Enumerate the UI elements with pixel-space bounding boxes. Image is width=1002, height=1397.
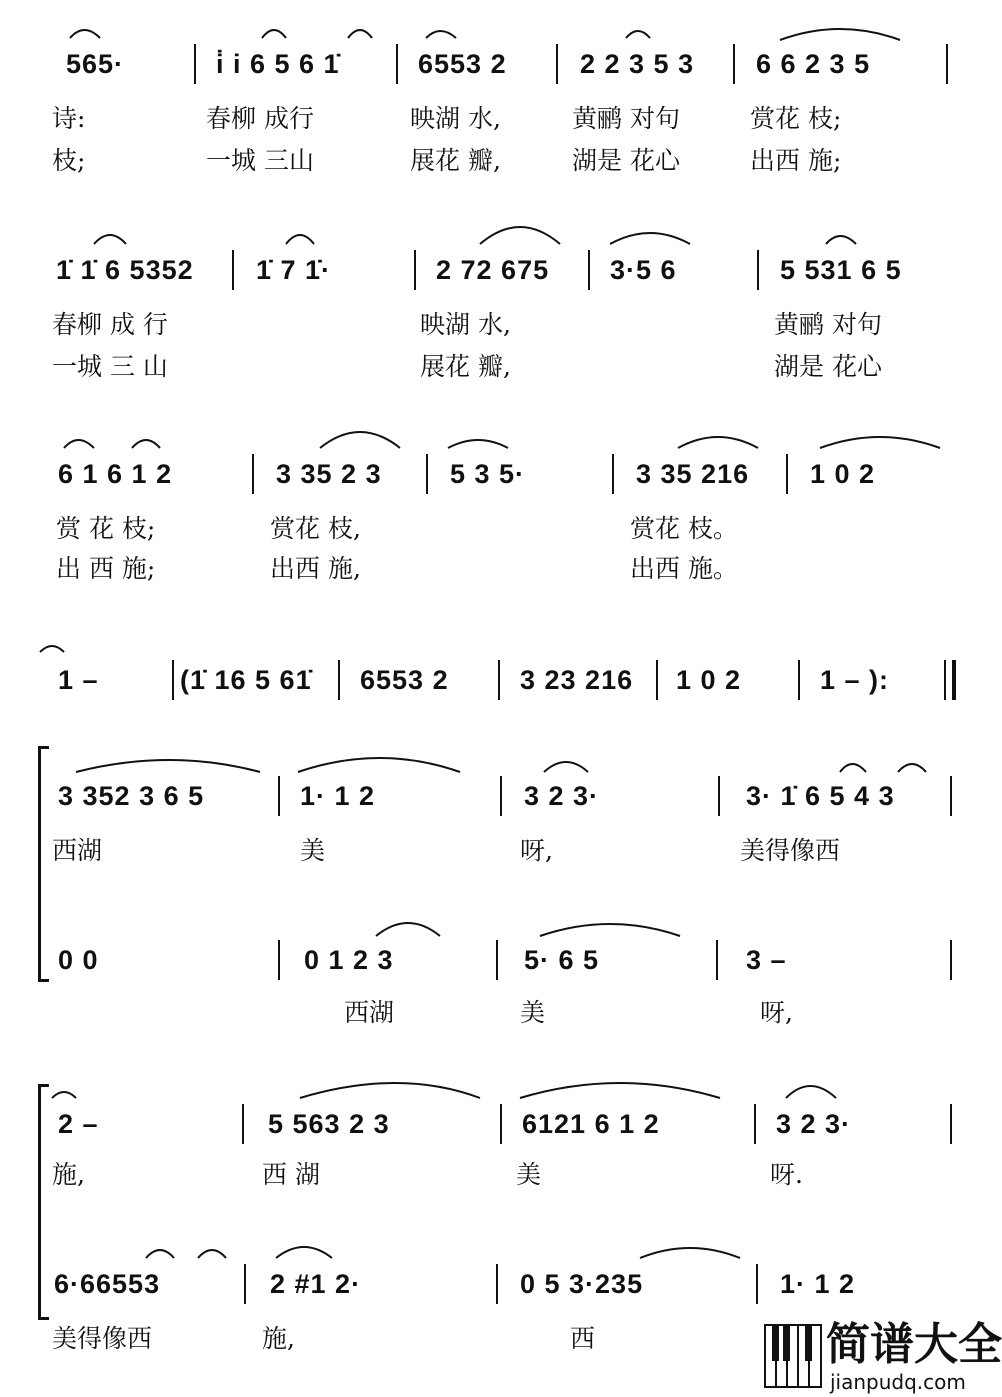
lyric: 映湖 水,: [410, 104, 501, 133]
system-2-notes: [0, 250, 980, 290]
lyric: 美: [520, 998, 546, 1027]
system-5-lower-notes: [0, 940, 980, 980]
lyric: 出 西 施;: [56, 554, 156, 583]
measure: 3 23 216: [520, 665, 634, 695]
system-5-upper-notes: [0, 776, 980, 816]
lyric: 赏花 枝。: [630, 514, 738, 543]
lyric: 施,: [52, 1160, 85, 1189]
barline: [496, 940, 498, 980]
lyric: 一城 三山: [206, 146, 314, 175]
measure: i̇ i 6 5 6 1̇: [216, 49, 340, 79]
measure: 3·5 6: [610, 255, 677, 285]
measure: 2 #1 2·: [270, 1269, 362, 1299]
barline: [612, 454, 614, 494]
system-6-upper-notes: [0, 1104, 980, 1144]
lyric: 映湖 水,: [420, 310, 511, 339]
system-1-lyrics-verse-1: [0, 102, 980, 136]
measure: 6121 6 1 2: [522, 1109, 660, 1139]
lyric: 赏 花 枝;: [56, 514, 156, 543]
measure: 6 6 2 3 5: [756, 49, 871, 79]
lyric: 西 湖: [262, 1160, 320, 1189]
lyric: 出西 施,: [270, 554, 361, 583]
barline: [733, 44, 735, 84]
lyric: 美得像西: [740, 836, 841, 865]
measure: 1 0 2: [676, 665, 742, 695]
barline: [252, 454, 254, 494]
lyric: 美: [516, 1160, 542, 1189]
measure: 3 35 216: [636, 459, 750, 489]
measure: 3· 1̇ 6 5 4 3: [746, 781, 895, 811]
lyric: 出西 施。: [630, 554, 738, 583]
measure: 1 0 2: [810, 459, 876, 489]
lyric: 赏花 枝;: [750, 104, 842, 133]
barline: [950, 776, 952, 816]
measure: (1̇ 16 5 61̇: [180, 665, 312, 695]
barline: [946, 44, 948, 84]
barline: [244, 1264, 246, 1304]
lyric: 春柳 成 行: [52, 310, 168, 339]
barline: [496, 1264, 498, 1304]
measure: 5 531 6 5: [780, 255, 902, 285]
measure: 0 0: [58, 945, 99, 975]
barline: [716, 940, 718, 980]
repeat-barline-thick: [952, 660, 956, 700]
barline: [414, 250, 416, 290]
barline: [426, 454, 428, 494]
barline: [757, 250, 759, 290]
lyric: 西湖: [344, 998, 395, 1027]
barline: [756, 1264, 758, 1304]
system-2-lyrics-verse-2: [0, 350, 980, 384]
measure: 3 2 3·: [776, 1109, 852, 1139]
lyric: 枝;: [52, 146, 86, 175]
lyric: 呀.: [770, 1160, 803, 1189]
measure: 3 352 3 6 5: [58, 781, 205, 811]
measure: 6553 2: [360, 665, 449, 695]
system-2-lyrics-verse-1: [0, 308, 980, 342]
lyric: 诗:: [52, 104, 86, 133]
measure: 0 1 2 3: [304, 945, 394, 975]
measure: 5 3 5·: [450, 459, 526, 489]
barline: [950, 1104, 952, 1144]
measure: 2 2 3 5 3: [580, 49, 695, 79]
lyric: 美得像西: [52, 1324, 153, 1353]
barline: [498, 660, 500, 700]
measure: 1 – ):: [820, 665, 890, 695]
measure: 3 2 3·: [524, 781, 600, 811]
lyric: 春柳 成行: [206, 104, 314, 133]
piano-keys-icon: [764, 1324, 822, 1388]
lyric: 黄鹂 对句: [572, 104, 680, 133]
measure: 5· 6 5: [524, 945, 600, 975]
watermark-title: 简谱大全: [826, 1319, 1002, 1370]
lyric: 出西 施;: [750, 146, 842, 175]
barline: [556, 44, 558, 84]
system-3-lyrics-verse-2: [0, 552, 980, 586]
system-5-upper-lyrics: [0, 834, 980, 868]
barline: [588, 250, 590, 290]
lyric: 呀,: [760, 998, 793, 1027]
lyric: 呀,: [520, 836, 553, 865]
watermark-url: jianpudq.com: [830, 1370, 966, 1394]
measure: 1 –: [58, 665, 99, 695]
system-4-notes: [0, 660, 980, 700]
lyric: 西: [570, 1324, 596, 1353]
barline: [396, 44, 398, 84]
lyric: 赏花 枝,: [270, 514, 361, 543]
barline: [194, 44, 196, 84]
measure: 0 5 3·235: [520, 1269, 644, 1299]
watermark-logo: [758, 1318, 1002, 1397]
system-1-notes: [0, 44, 980, 84]
system-6-lower-notes: [0, 1264, 980, 1304]
lyric: 湖是 花心: [774, 352, 882, 381]
barline: [500, 1104, 502, 1144]
measure: 1· 1 2: [780, 1269, 856, 1299]
lyric: 展花 瓣,: [410, 146, 501, 175]
lyric: 湖是 花心: [572, 146, 680, 175]
barline: [500, 776, 502, 816]
measure: 3 –: [746, 945, 787, 975]
barline: [242, 1104, 244, 1144]
barline: [656, 660, 658, 700]
system-1-lyrics-verse-2: [0, 144, 980, 178]
measure: 6553 2: [418, 49, 507, 79]
lyric: 西湖: [52, 836, 103, 865]
measure: 2 –: [58, 1109, 99, 1139]
barline: [798, 660, 800, 700]
barline: [950, 940, 952, 980]
barline: [232, 250, 234, 290]
measure: 1̇ 7 1̇·: [256, 255, 332, 285]
barline: [278, 940, 280, 980]
measure: 565·: [66, 49, 125, 79]
lyric: 展花 瓣,: [420, 352, 511, 381]
barline: [278, 776, 280, 816]
barline: [786, 454, 788, 494]
barline: [718, 776, 720, 816]
barline: [338, 660, 340, 700]
measure: 6 1 6 1 2: [58, 459, 173, 489]
barline: [172, 660, 174, 700]
lyric: 施,: [262, 1324, 295, 1353]
barline: [754, 1104, 756, 1144]
measure: 3 35 2 3: [276, 459, 382, 489]
lyric: 黄鹂 对句: [774, 310, 882, 339]
lyric: 一城 三 山: [52, 352, 168, 381]
measure: 6·66553: [54, 1269, 161, 1299]
system-3-lyrics-verse-1: [0, 512, 980, 546]
measure: 5 563 2 3: [268, 1109, 390, 1139]
measure: 1· 1 2: [300, 781, 376, 811]
system-5-lower-lyrics: [0, 996, 980, 1030]
repeat-barline: [944, 660, 946, 700]
lyric: 美: [300, 836, 326, 865]
measure: 1̇ 1̇ 6 5352: [56, 255, 194, 285]
system-6-upper-lyrics: [0, 1158, 980, 1192]
system-3-notes: [0, 454, 980, 494]
measure: 2 72 675: [436, 255, 550, 285]
